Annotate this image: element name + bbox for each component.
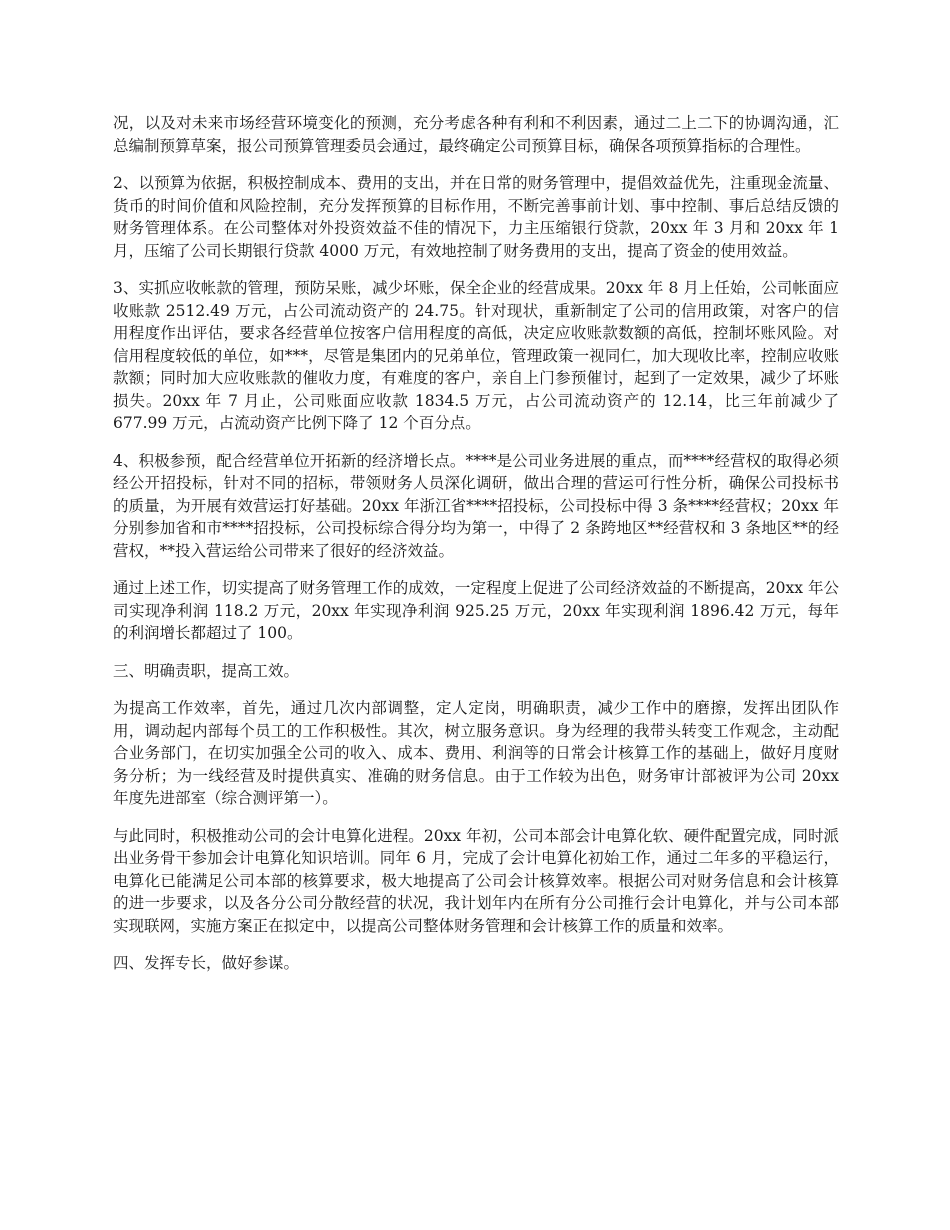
paragraph-computerization: 与此同时，积极推动公司的会计电算化进程。20xx 年初，公司本部会计电算化软、硬件配置完成，同时派出业务骨干参加会计电算化知识培训。同年 6 月，完成了会计电算化初始工作，通过二年多的平稳运行，电算化已能满足公司本部的核算要求，极大地提高了公司会计核算效率。根据公司对财务信息和会计核算的进一步要求，以及各分公司分散经营的状况，我计划年内在所有分公司推行会计电算化，并与公司本部实现联网，实施方案正在拟定中，以提高公司整体财务管理和会计核算工作的质量和效率。 (113, 826, 839, 935)
paragraph-receivables: 3、实抓应收帐款的管理，预防呆账，减少坏账，保全企业的经营成果。20xx 年 8 月上任始，公司帐面应收账款 2512.49 万元，占公司流动资产的 24.75。针对现状，重新制定了公司的信用政策，对客户的信用程度作出评估，要求各经营单位按客户信用程度的高低，决定应收账款数额的高低，控制坏账风险。对信用程度较低的单位，如***，尽管是集团内的兄弟单位，管理政策一视同仁，加大现收比率，控制应收账款额；同时加大应收账款的催收力度，有难度的客户，亲自上门参预催讨，起到了一定效果，减少了坏账损失。20xx 年 7 月止，公司账面应收款 1834.5 万元，占公司流动资产的 12.14，比三年前减少了 677.99 万元，占流动资产比例下降了 12 个百分点。 (113, 279, 839, 432)
paragraph-new-growth: 4、积极参预，配合经营单位开拓新的经济增长点。****是公司业务进展的重点，而****经营权的取得必须经公开招投标，针对不同的招标，带领财务人员深化调研，做出合理的营运可行性分析，确保公司投标书的质量，为开展有效营运打好基础。20xx 年浙江省****招投标，公司投标中得 3 条****经营权；20xx 年分别参加省和市****招投标，公司投标综合得分均为第一，中得了 2 条跨地区**经营权和 3 条地区**的经营权，**投入营运给公司带来了很好的经济效益。 (113, 451, 839, 560)
paragraph-budget-continuation: 况，以及对未来市场经营环境变化的预测，充分考虑各种有利和不利因素，通过二上二下的协调沟通，汇总编制预算草案，报公司预算管理委员会通过，最终确定公司预算目标，确保各项预算指标的合理性。 (113, 114, 839, 155)
section-heading-four: 四、发挥专长，做好参谋。 (113, 954, 300, 972)
paragraph-results: 通过上述工作，切实提高了财务管理工作的成效，一定程度上促进了公司经济效益的不断提高，20xx 年公司实现净利润 118.2 万元，20xx 年实现净利润 925.25 万元，20xx 年实现利润 1896.42 万元，每年的利润增长都超过了 100。 (113, 579, 839, 642)
section-heading-three: 三、明确责职，提高工效。 (113, 661, 300, 680)
document-body (113, 112, 839, 990)
paragraph-cost-control: 2、以预算为依据，积极控制成本、费用的支出，并在日常的财务管理中，提倡效益优先，注重现金流量、货币的时间价值和风险控制，充分发挥预算的目标作用，不断完善事前计划、事中控制、事后总结反馈的财务管理体系。在公司整体对外投资效益不佳的情况下，力主压缩银行贷款，20xx 年 3 月和 20xx 年 1 月，压缩了公司长期银行贷款 4000 万元，有效地控制了财务费用的支出，提高了资金的使用效益。 (113, 174, 839, 260)
paragraph-efficiency: 为提高工作效率，首先，通过几次内部调整，定人定岗，明确职责，减少工作中的磨擦，发挥出团队作用，调动起内部每个员工的工作积极性。其次，树立服务意识。身为经理的我带头转变工作观念，主动配合业务部门，在切实加强全公司的收入、成本、费用、利润等的日常会计核算工作的基础上，做好月度财务分析；为一线经营及时提供真实、准确的财务信息。由于工作较为出色，财务审计部被评为公司 20xx 年度先进部室（综合测评第一）。 (113, 699, 839, 807)
